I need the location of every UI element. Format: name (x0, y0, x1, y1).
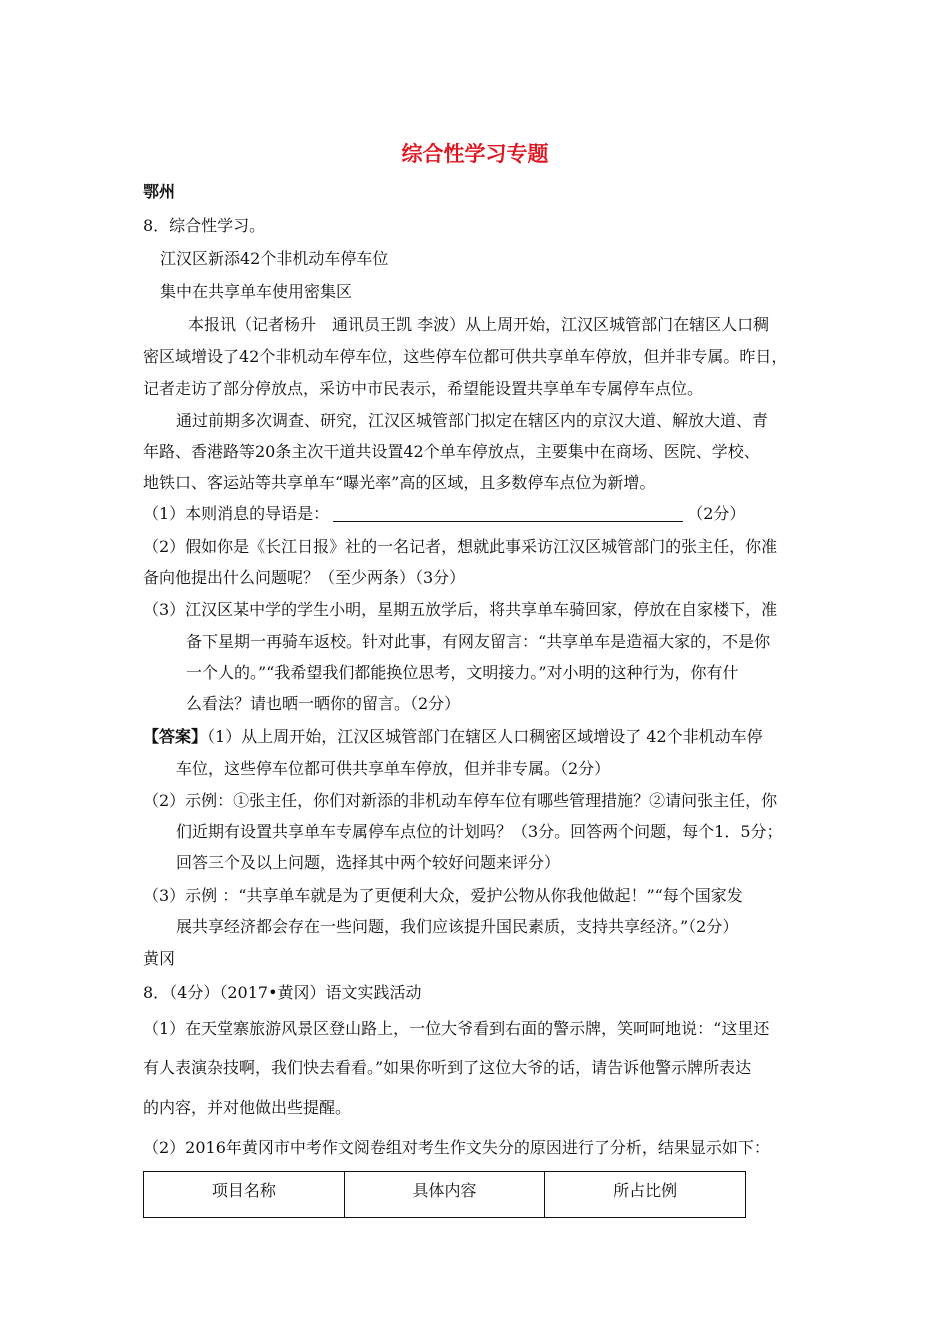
page-title: 综合性学习专题 (401, 142, 549, 166)
news-headline-main: 江汉区新添42个非机动车停车位 (160, 249, 389, 268)
question-1 (143, 503, 745, 525)
answer-1-line: 车位，这些停车位都可供共享单车停放，但并非专属。（2分） (176, 759, 611, 778)
practice-q1-line: 有人表演杂技啊，我们快去看看。”如果你听到了这位大爷的话，请告诉他警示牌所表达 (143, 1058, 752, 1077)
table-header-cell: 具体内容 (344, 1172, 545, 1218)
question-2-line: 备向他提出什么问题呢？（至少两条）（3分） (143, 568, 466, 587)
table-header-cell: 所占比例 (545, 1172, 746, 1218)
practice-q1-line: 的内容，并对他做出些提醒。 (143, 1098, 352, 1117)
analysis-table (143, 1171, 746, 1218)
question-heading: 8．综合性学习。 (143, 216, 266, 235)
question-3-line: 么看法？请也晒一晒你的留言。（2分） (186, 694, 461, 713)
news-headline-sub: 集中在共享单车使用密集区 (160, 282, 353, 301)
question-1-score: （2分） (687, 504, 746, 523)
news-paragraph-line: 记者走访了部分停放点，采访中市民表示，希望能设置共享单车专属停车点位。 (143, 379, 704, 398)
answer-2-line: 回答三个及以上问题，选择其中两个较好问题来评分） (176, 853, 561, 872)
region-ezhou: 鄂州 (143, 182, 176, 201)
answer-1-line (143, 726, 763, 748)
question-2-line: （2）假如你是《长江日报》社的一名记者，想就此事采访江汉区城管部门的张主任，你准 (143, 537, 778, 556)
question-3-line: 备下星期一再骑车返校。针对此事，有网友留言：“共享单车是造福大家的，不是你 (186, 632, 771, 651)
news-paragraph-line: 通过前期多次调查、研究，江汉区城管部门拟定在辖区内的京汉大道、解放大道、青 (176, 411, 769, 430)
question-3-line: 一个人的。”“我希望我们都能换位思考，文明接力。”对小明的这种行为，你有什 (186, 663, 739, 682)
answer-2-line: 们近期有设置共享单车专属停车点位的计划吗？（3分。回答两个问题，每个1．5分； (176, 822, 783, 841)
answer-2-line: （2）示例：①张主任，你们对新添的非机动车停车位有哪些管理措施？②请问张主任，你 (143, 791, 778, 810)
news-paragraph-line: 地铁口、客运站等共享单车“曝光率”高的区域，且多数停车点位为新增。 (143, 473, 656, 492)
news-paragraph-line: 密区域增设了42个非机动车停车位，这些停车位都可供共享单车停放，但并非专属。昨日， (143, 347, 788, 366)
news-paragraph-line: 本报讯（记者杨升 通讯员王凯 李波）从上周开始，江汉区城管部门在辖区人口稠 (188, 315, 770, 334)
question-heading-2: 8．（4分）（2017•黄冈）语文实践活动 (143, 983, 422, 1002)
answer-blank (333, 505, 683, 522)
question-1-text: （1）本则消息的导语是： (143, 504, 330, 523)
news-paragraph-line: 年路、香港路等20条主次干道共设置42个单车停放点，主要集中在商场、医院、学校、 (143, 442, 760, 461)
answer-3-line: 展共享经济都会存在一些问题，我们应该提升国民素质，支持共享经济。”（2分） (176, 917, 739, 936)
table-header-cell: 项目名称 (144, 1172, 345, 1218)
answer-tag: 【答案】 (143, 727, 208, 746)
practice-q2: （2）2016年黄冈市中考作文阅卷组对考生作文失分的原因进行了分析，结果显示如下： (143, 1138, 770, 1157)
answer-3-line: （3）示例 ：“共享单车就是为了更便利大众，爱护公物从你我他做起！”“每个国家发 (143, 886, 743, 905)
practice-q1-line: （1）在天堂寨旅游风景区登山路上，一位大爷看到右面的警示牌，笑呵呵地说：“这里还 (143, 1019, 770, 1038)
region-huanggang: 黄冈 (143, 949, 176, 968)
answer-1-text: （1）从上周开始，江汉区城管部门在辖区人口稠密区域增设了 42个非机动车停 (207, 727, 763, 746)
question-3-line: （3）江汉区某中学的学生小明，星期五放学后，将共享单车骑回家，停放在自家楼下，准 (143, 600, 778, 619)
table-header-row (144, 1172, 746, 1218)
